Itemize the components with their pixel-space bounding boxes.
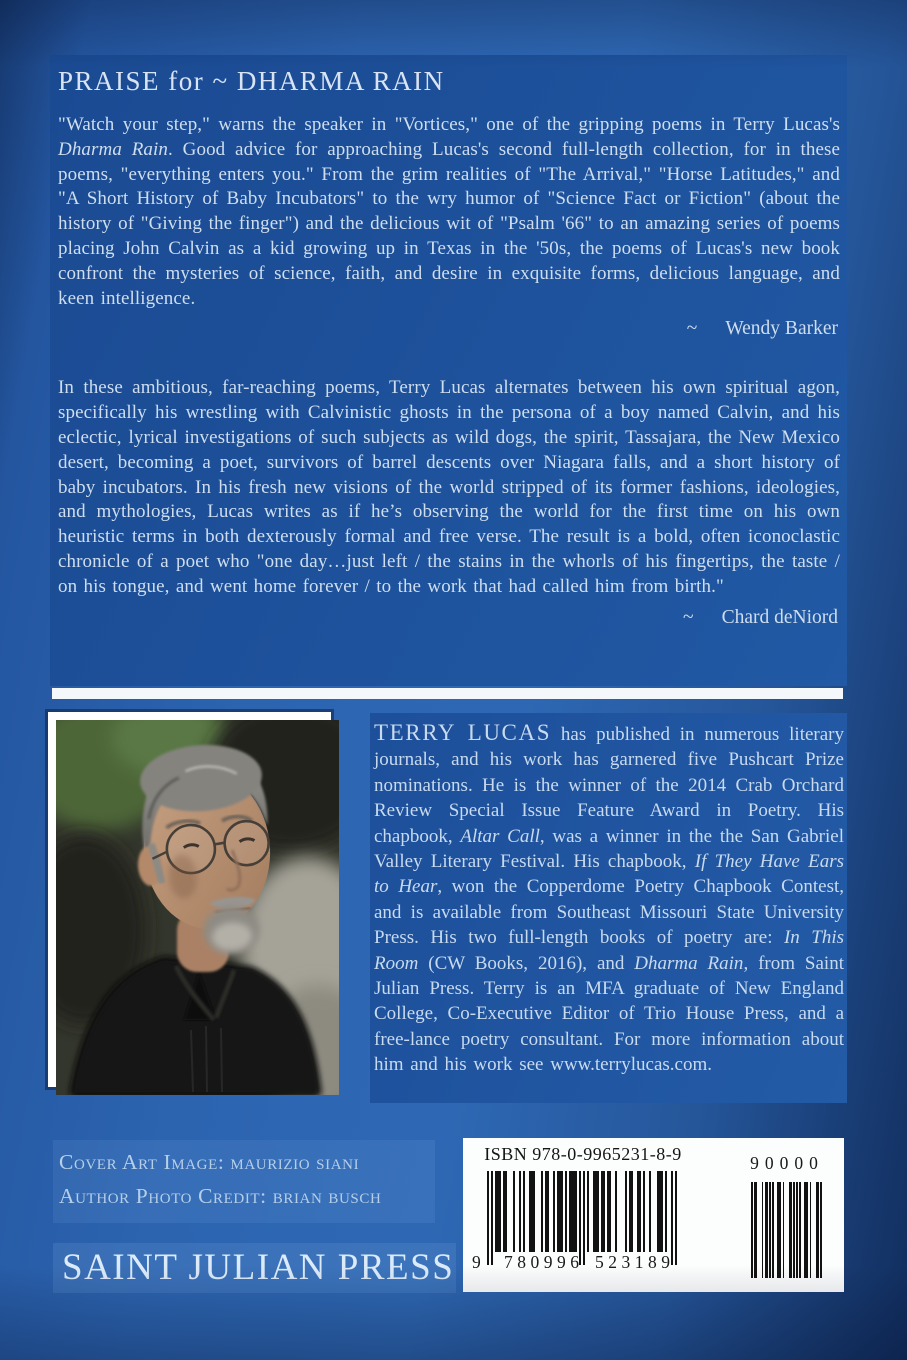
praise-quote-deniord — [58, 376, 840, 628]
attribution-name: Chard deNiord — [721, 606, 838, 628]
praise-heading: PRAISE for ~ DHARMA RAIN — [58, 66, 445, 96]
author-photo-credit: Author Photo Credit: brian busch — [59, 1184, 382, 1208]
ean-digit-group-1: 780996 — [504, 1252, 584, 1272]
publisher-band — [53, 1243, 456, 1293]
ean-digit-group-2: 523189 — [595, 1252, 675, 1272]
attribution-row — [58, 607, 838, 629]
author-bio-text: TERRY LUCAS has published in numerous literary journals, and his work has garnered five Pushcart Prize nominations. He is the winner of the 2014 Crab Orchard Review Special Issue Feature Award in Poetry. His chapbook, Altar Call, was a winner in the the San Gabriel Valley Literary Festival. His chapbook, If They Have Ears to Hear, won the Copperdome Poetry Chapbook Contest, and is available from Southeast Missouri State University Press. His two full-length books of poetry are: In This Room (CW Books, 2016), and Dharma Rain, from Saint Julian Press. Terry is an MFA graduate of New England College, Co-Executive Editor of Trio House Press, and a free-lance poetry consultant. For more information about him and his work see www.terrylucas.com. — [374, 720, 844, 1076]
ean5-supplement-barcode — [751, 1182, 823, 1278]
praise-quote-text: In these ambitious, far-reaching poems, Terry Lucas alternates between his own spiritual agon, specifically his wrestling with Calvinistic ghosts in the persona of a boy named Calvin, and his eclectic, lyrical investigations of such subjects as wild dogs, the spirit, Tassajara, the New Mexico desert, becoming a poet, survivors of barrel descents over Niagara falls, and a short history of baby incubators. In his fresh new visions of the world stripped of its former fashions, ideologies, and mythologies, Lucas writes as if he’s observing the world for the first time on his own heuristic terms in both dexterously formal and free verse. The result is a bold, often iconoclastic chronicle of a poet who "one day…just left / the stains in the whorls of his fingertips, the taste / on his tongue, and went home forever / to the work that had called him from birth." — [58, 377, 840, 597]
publisher-name: SAINT JULIAN PRESS — [62, 1247, 455, 1288]
praise-quote-text: "Watch your step," warns the speaker in "Vortices," one of the gripping poems in Terry Lucas's Dharma Rain. Good advice for approaching Lucas's second full-length collection, for in these poems, "everything enters you." From the grim realities of "The Arrival," "Horse Latitudes," and "A Short History of Baby Incubators" to the wry humor of "Science Fact or Fiction" (about the history of "Giving the finger") and the delicious wit of "Psalm '66" to an amazing series of poems placing John Calvin as a kid growing up in Texas in the '50s, the poems of Lucas's new book confront the mysteries of science, faith, and desire in exquisite forms, delicious language, and keen intelligence. — [58, 114, 840, 309]
isbn-label: ISBN 978-0-9965231-8-9 — [484, 1144, 682, 1164]
author-bio-panel — [370, 713, 847, 1103]
section-divider — [52, 688, 843, 699]
cover-art-credit: Cover Art Image: maurizio siani — [59, 1150, 360, 1174]
attribution-tilde: ~ — [686, 318, 698, 340]
praise-panel — [50, 55, 847, 686]
attribution-name: Wendy Barker — [725, 318, 838, 340]
credits-panel — [53, 1140, 435, 1223]
author-photo-illustration — [56, 720, 339, 1095]
praise-quote-barker — [58, 113, 840, 340]
attribution-row — [58, 318, 838, 340]
supplement-digits: 90000 — [750, 1153, 824, 1173]
ean-digit-first: 9 — [472, 1252, 481, 1272]
barcode-box — [463, 1138, 844, 1292]
author-photo — [48, 712, 331, 1087]
attribution-tilde: ~ — [683, 606, 694, 628]
